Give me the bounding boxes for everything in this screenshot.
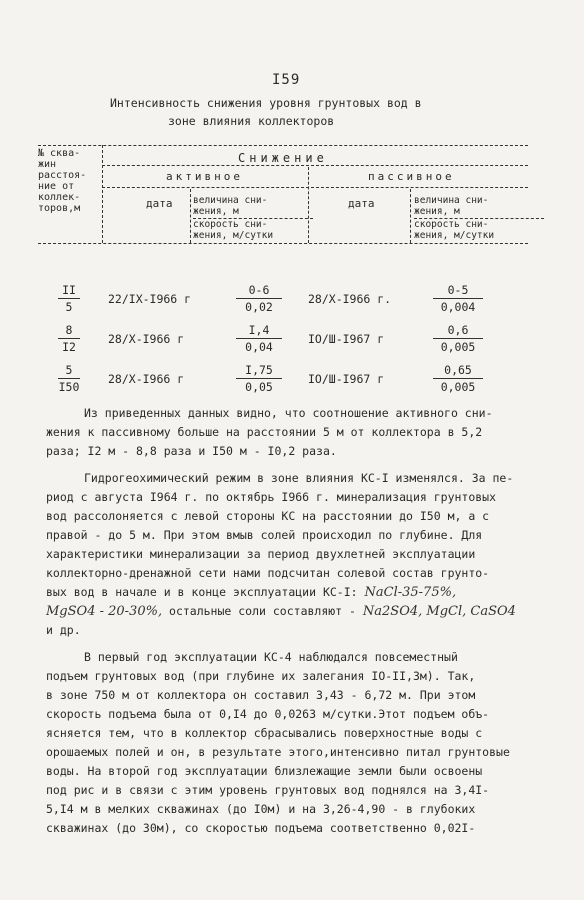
header-distance: № сква- жин расстоя- ние от коллек- торов,м bbox=[38, 148, 87, 214]
paragraph-line: правой - до 5 м. При этом вмыв солей происходил по глубине. Для bbox=[46, 528, 483, 542]
header-date-passive: дата bbox=[348, 197, 375, 210]
paragraph-line: ясняется тем, что в коллектор сбрасывались поверхностные воды с bbox=[46, 726, 483, 740]
paragraph-line: подъем грунтовых вод (при глубине их залегания IO-II,3м). Так, bbox=[46, 669, 476, 683]
table-row bbox=[58, 322, 528, 362]
paragraph-line: и др. bbox=[46, 623, 81, 637]
title-line-1: Интенсивность снижения уровня грунтовых вод в bbox=[110, 96, 422, 110]
paragraph-line: В первый год эксплуатации КС-4 наблюдался повсеместный bbox=[84, 650, 458, 664]
handwritten-note: MgSO4 - 20-30%, bbox=[46, 604, 163, 619]
value-passive: $\frac{0,65}{0,005}$ bbox=[433, 362, 483, 395]
table-rule-top bbox=[38, 145, 528, 146]
paragraph-line: скорость подъема была от 0,I4 до 0,0263 м/сутки.Этот подъем объ- bbox=[46, 707, 490, 721]
table-rule bbox=[102, 187, 528, 188]
date-passive: IO/Ш-I967 г bbox=[308, 372, 385, 386]
table-rule bbox=[102, 165, 528, 166]
paragraph-line: вод рассолоняется с левой стороны КС на расстоянии до I50 м, а с bbox=[46, 509, 490, 523]
paragraph-line: вых вод в начале и в конце эксплуатации КС-I: NaCl-35-75%, bbox=[46, 585, 457, 600]
paragraph-line: раза; I2 м - 8,8 раза и I50 м - I0,2 раза. bbox=[46, 444, 337, 458]
header-values-active: величина сни- жения, м скорость сни- жения, м/сутки bbox=[193, 195, 313, 241]
title-line-2: зоне влияния коллекторов bbox=[168, 114, 335, 128]
body-text bbox=[46, 404, 546, 838]
handwritten-note: NaCl-35-75%, bbox=[364, 585, 457, 600]
date-active: 22/IX-I966 г bbox=[108, 292, 192, 306]
table-header bbox=[38, 145, 538, 245]
date-passive: 28/X-I966 г. bbox=[308, 292, 392, 306]
value-active: $\frac{I,75}{0,05}$ bbox=[236, 362, 282, 395]
well-distance: $\frac{5}{I50}$ bbox=[58, 363, 80, 394]
table-row bbox=[58, 282, 528, 322]
paragraph-line: под рис и в связи с этим уровень грунтовых вод поднялся на 3,4I- bbox=[46, 783, 490, 797]
value-active: $\frac{I,4}{0,04}$ bbox=[236, 322, 282, 355]
well-distance: $\frac{II}{5}$ bbox=[58, 282, 80, 315]
paragraph-line: MgSO4 - 20-30%, остальные соли составляют - Na2SO4, MgCl, CaSO4 bbox=[46, 604, 516, 619]
table-divider bbox=[410, 189, 411, 243]
paragraph-line: воды. На второй год эксплуатации близлежащие земли были освоены bbox=[46, 764, 483, 778]
table-rule-bottom bbox=[38, 243, 528, 244]
page-number: I59 bbox=[272, 72, 301, 88]
header-date-active: дата bbox=[146, 197, 173, 210]
header-passive: пассивное bbox=[368, 170, 455, 183]
header-active: активное bbox=[166, 170, 243, 183]
date-active: 28/X-I966 г bbox=[108, 332, 185, 346]
paragraph-line: Из приведенных данных видно, что соотношение активного сни- bbox=[84, 406, 493, 420]
paragraph-line: Гидрогеохимический режим в зоне влияния КС-I изменялся. За пе- bbox=[84, 471, 514, 485]
date-passive: IO/Ш-I967 г bbox=[308, 332, 385, 346]
paragraph-line: коллекторно-дренажной сети нами подсчитан солевой состав грунто- bbox=[46, 566, 490, 580]
value-passive: $\frac{0-5}{0,004}$ bbox=[433, 282, 483, 315]
header-decrease: Снижение bbox=[238, 151, 328, 165]
value-active: $\frac{0-6}{0,02}$ bbox=[236, 282, 282, 315]
table-divider bbox=[190, 189, 191, 243]
paragraph-line: характеристики минерализации за период двухлетней эксплуатации bbox=[46, 547, 476, 561]
table-row bbox=[58, 362, 528, 402]
date-active: 28/X-I966 г bbox=[108, 372, 185, 386]
paragraph-line: в зоне 750 м от коллектора он составил 3,43 - 6,72 м. При этом bbox=[46, 688, 476, 702]
paragraph-line: жения к пассивному больше на расстоянии 5 м от коллектора в 5,2 bbox=[46, 425, 483, 439]
well-distance: $\frac{8}{I2}$ bbox=[58, 322, 80, 355]
paragraph-line: скважинах (до 30м), со скоростью подъема соответственно 0,02I- bbox=[46, 821, 476, 835]
table-divider bbox=[102, 145, 103, 243]
header-values-passive: величина сни- жения, м скорость сни- жения, м/сутки bbox=[414, 195, 544, 241]
handwritten-note: Na2SO4, MgCl, CaSO4 bbox=[362, 604, 516, 619]
document-title bbox=[110, 94, 510, 130]
paragraph-line: риод с августа I964 г. по октябрь I966 г. минерализация грунтовых bbox=[46, 490, 497, 504]
value-passive: $\frac{0,6}{0,005}$ bbox=[433, 322, 483, 355]
paragraph-line: орошаемых полей и он, в результате этого,интенсивно питал грунтовые bbox=[46, 745, 510, 759]
paragraph-line: 5,I4 м в мелких скважинах (до I0м) и на 3,26-4,90 - в глубоких bbox=[46, 802, 476, 816]
